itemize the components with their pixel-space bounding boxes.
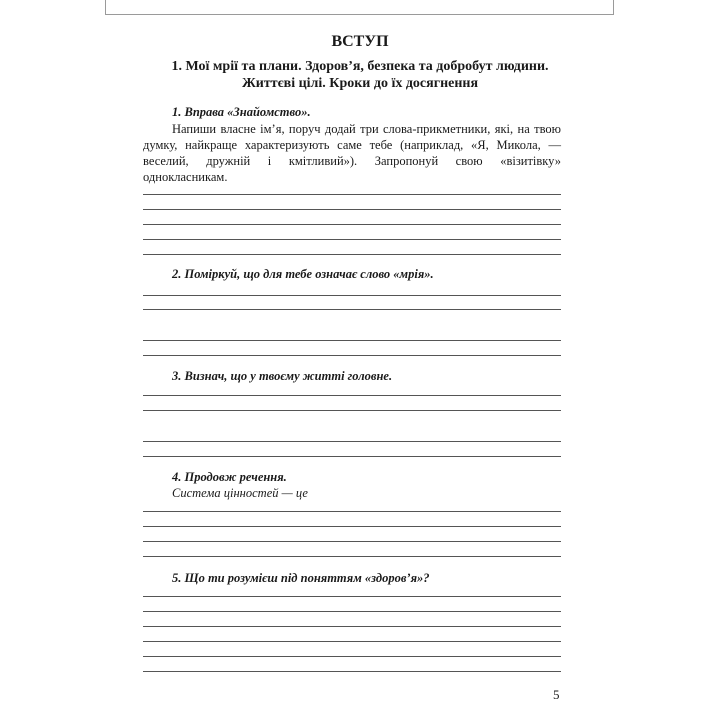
answer-line[interactable] <box>143 395 561 396</box>
answer-line[interactable] <box>143 224 561 225</box>
answer-line[interactable] <box>143 611 561 612</box>
section-heading-line-1: 1. Мої мрії та плани. Здоров’я, безпека та добробут людини. <box>171 59 549 74</box>
answer-line[interactable] <box>143 556 561 557</box>
answer-line[interactable] <box>143 456 561 457</box>
answer-line[interactable] <box>143 340 561 341</box>
answer-line[interactable] <box>143 526 561 527</box>
answer-line[interactable] <box>143 641 561 642</box>
answer-line[interactable] <box>143 209 561 210</box>
task-2-title: 2. Поміркуй, що для тебе означає слово «мрія». <box>172 267 434 281</box>
task-1-body <box>143 121 561 185</box>
task-1-text: Напиши власне ім’я, поруч додай три слова-прикметники, які, на твою думку, найкраще характеризують саме тебе (наприклад, «Я, Микола, — веселий, дружній і кмітливий»). Запропонуй свою «візитівку» однокласникам. <box>143 122 561 184</box>
section-heading <box>140 58 580 92</box>
task-5-title: 5. Що ти розумієш під поняттям «здоров’я»? <box>172 571 430 585</box>
page-frame-right <box>613 0 614 15</box>
answer-line[interactable] <box>143 355 561 356</box>
answer-line[interactable] <box>143 410 561 411</box>
task-4-title: 4. Продовж речення. <box>172 470 287 484</box>
answer-line[interactable] <box>143 596 561 597</box>
task-4-prompt: Система цінностей — це <box>172 486 308 500</box>
answer-line[interactable] <box>143 441 561 442</box>
answer-line[interactable] <box>143 511 561 512</box>
answer-line[interactable] <box>143 626 561 627</box>
answer-line[interactable] <box>143 239 561 240</box>
answer-line[interactable] <box>143 309 561 310</box>
answer-line[interactable] <box>143 194 561 195</box>
answer-line[interactable] <box>143 671 561 672</box>
section-heading-line-2: Життєві цілі. Кроки до їх досягнення <box>241 76 479 91</box>
page-frame-left <box>105 0 106 15</box>
answer-line[interactable] <box>143 541 561 542</box>
page-title: ВСТУП <box>331 33 389 50</box>
task-1-title: 1. Вправа «Знайомство». <box>172 105 311 119</box>
answer-line[interactable] <box>143 295 561 296</box>
task-3-title: 3. Визнач, що у твоєму житті головне. <box>172 369 393 383</box>
answer-line[interactable] <box>143 656 561 657</box>
page-number: 5 <box>553 687 560 702</box>
answer-line[interactable] <box>143 254 561 255</box>
page-frame-bottom <box>105 14 614 15</box>
